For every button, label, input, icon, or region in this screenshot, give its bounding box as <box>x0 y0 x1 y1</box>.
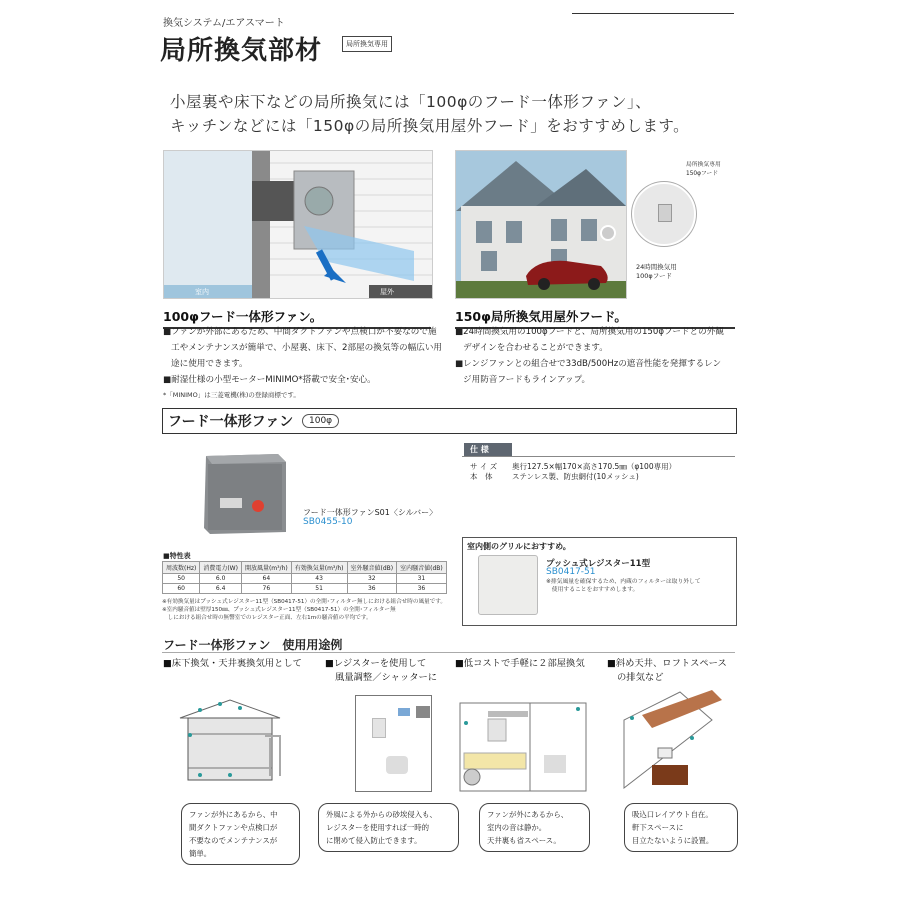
characteristics-table-wrap <box>162 561 447 594</box>
left-bullet-2: ■耐湿仕様の小型モーターMINIMO*搭載で安全･安心。 <box>163 375 376 385</box>
table-header-row <box>163 562 447 574</box>
house-photo <box>455 150 627 299</box>
left-bullet-1-line-3: 途に使用できます。 <box>171 359 248 369</box>
table-header-cell: 室外騒音値(dB) <box>347 562 397 574</box>
grille-code: SB0417-51 <box>546 567 596 577</box>
callout-3-line-1: ファンが外にあるから、 <box>487 810 569 819</box>
table-row <box>163 584 447 594</box>
lead-line-1: 小屋裏や床下などの局所換気には「100φのフード一体形ファン」、 <box>170 93 652 111</box>
left-feature-heading: 100φフード一体形ファン。 <box>163 307 431 329</box>
left-bullet-1-line-2: 工やメンテナンスが簡単で、小屋裏、床下、2部屋の換気等の幅広い用 <box>171 343 443 353</box>
hood-detail-circle <box>632 182 696 246</box>
char-note-1: ※有効換気量はプッシュ式レジスター11型（SB0417-51）の全開･フィルター無しにおける組合せ時の風量です。 <box>162 599 446 605</box>
spec-body-label: 本 体 <box>470 472 493 481</box>
usage-callout-3 <box>479 803 590 852</box>
callout-4-line-2: 軒下スペースに <box>632 823 684 832</box>
callout-3-line-3: 天井裏も省スペース。 <box>487 836 561 845</box>
table-cell: 36 <box>347 584 397 594</box>
register-room-diagram <box>355 695 432 792</box>
callout-1-line-1: ファンが外にあるから、中 <box>189 810 278 819</box>
table-cell: 31 <box>397 574 447 584</box>
spec-tag: 仕 様 <box>464 443 512 456</box>
table-cell: 32 <box>347 574 397 584</box>
usage-col2-heading-1: ■レジスターを使用して <box>325 658 427 669</box>
callout-1-line-3: 不要なのでメンテナンスが <box>189 836 278 845</box>
table-cell: 51 <box>291 584 347 594</box>
two-room-diagram <box>458 695 588 795</box>
callout-4-line-1: 吸込口レイアウト自在。 <box>632 810 713 819</box>
callout-1-line-4: 簡単。 <box>189 849 212 858</box>
section-title: フード一体形ファン <box>168 414 294 430</box>
characteristics-title: ■特性表 <box>163 552 191 560</box>
table-cell: 6.0 <box>200 574 242 584</box>
usage-callout-1 <box>181 803 300 865</box>
outdoor-label: 屋外 <box>380 288 394 296</box>
char-note-2: ※室内騒音値は壁厚150㎜、プッシュ式レジスター11型（SB0417-51）の全開･フィルター無 <box>162 607 396 613</box>
table-cell: 36 <box>397 584 447 594</box>
grille-note-1: ※排気風量を確保するため、内蔵のフィルターは取り外して <box>546 579 701 585</box>
usage-callout-2 <box>318 803 459 852</box>
right-bullet-2-line-2: ジ用防音フードもラインアップ。 <box>463 375 591 385</box>
table-cell: 60 <box>163 584 200 594</box>
detail-label-top-1: 局所換気専用 <box>686 162 721 168</box>
usage-callout-4 <box>624 803 738 852</box>
table-cell: 6.4 <box>200 584 242 594</box>
table-header-cell: 有効換気量(m³/h) <box>291 562 347 574</box>
table-row <box>163 574 447 584</box>
page-title: 局所換気部材 <box>160 36 323 66</box>
char-note-3: しにおける組合せ時の無響室でのレジスター正面、左右1mの騒音値の平均です。 <box>162 615 372 621</box>
characteristics-notes <box>162 598 452 622</box>
right-bullet-2-line-1: ■レンジファンとの組合せで33dB/500Hzの遮音性能を発揮するレン <box>455 359 722 369</box>
characteristics-table <box>162 561 447 594</box>
grille-name: プッシュ式レジスター11型 <box>546 559 651 569</box>
diameter-pill: 100φ <box>302 414 339 428</box>
hood-fan-photo <box>163 150 433 299</box>
detail-label-bottom-2: 100φフード <box>636 272 672 280</box>
right-feature-heading: 150φ局所換気用屋外フード。 <box>455 307 735 329</box>
usage-col1-heading: ■床下換気・天井裏換気用として <box>163 658 302 669</box>
table-cell: 64 <box>241 574 291 584</box>
table-cell: 76 <box>241 584 291 594</box>
usage-title: フード一体形ファン 使用用途例 <box>163 638 343 652</box>
underfloor-diagram <box>170 690 305 795</box>
spec-size-value: 奥行127.5×幅170×高さ170.5㎜（φ100専用） <box>512 462 677 471</box>
table-header-cell: 室内騒音値(dB) <box>397 562 447 574</box>
usage-badge: 局所換気専用 <box>342 36 392 52</box>
usage-col4-heading <box>607 657 727 685</box>
table-header-cell: 周波数(Hz) <box>163 562 200 574</box>
callout-2-line-1: 外風による外からの砂埃侵入も、 <box>326 810 437 819</box>
spec-body-value: ステンレス製、防虫網付(10メッシュ) <box>512 472 639 481</box>
callout-2-line-3: に閉めて侵入防止できます。 <box>326 836 422 845</box>
usage-col2-heading-2: 風量調整／シャッターに <box>335 672 438 683</box>
callout-4-line-3: 目立たないように設置。 <box>632 836 714 845</box>
detail-label-bottom <box>636 263 677 281</box>
grille-note <box>546 578 701 594</box>
lead-line-2: キッチンなどには「150φの局所換気用屋外フード」をおすすめします。 <box>170 117 690 135</box>
callout-2-line-2: レジスターを使用すれば一時的 <box>326 823 430 832</box>
detail-label-top <box>686 161 721 179</box>
table-cell: 50 <box>163 574 200 584</box>
spec-rule <box>462 456 735 457</box>
detail-label-top-2: 150φフード <box>686 171 719 177</box>
detail-label-bottom-1: 24時間換気用 <box>636 263 677 271</box>
category-label: 換気システム/エアスマート <box>163 18 285 29</box>
trademark-note: *「MINIMO」は三菱電機(株)の登録商標です。 <box>163 391 300 399</box>
header-rule <box>572 13 734 14</box>
usage-col4-heading-2: の排気など <box>617 672 664 683</box>
product-code: SB0455-10 <box>303 517 353 527</box>
left-feature-bullets <box>163 324 453 388</box>
table-cell: 43 <box>291 574 347 584</box>
product-name: フード一体形ファンS01〈シルバー〉 <box>303 508 438 517</box>
table-header-cell: 開放風量(m³/h) <box>241 562 291 574</box>
table-header-cell: 消費電力(W) <box>200 562 242 574</box>
right-bullet-1-line-1: ■24時間換気用の100φフードと、局所換気用の150φフードとの外観 <box>455 327 724 337</box>
usage-col3-heading: ■低コストで手軽に２部屋換気 <box>455 658 585 669</box>
right-feature-bullets <box>455 324 740 388</box>
hood-fan-product-image <box>200 448 290 538</box>
callout-1-line-2: 間ダクトファンや点検口が <box>189 823 278 832</box>
callout-3-line-2: 室内の音は静か。 <box>487 823 547 832</box>
left-bullet-1-line-1: ■ファンが外部にあるため、中間ダクトファンや点検口が不要なので施 <box>163 327 437 337</box>
spec-size-label: サ イ ズ <box>470 462 498 471</box>
grille-note-2: 使用することをおすすめします。 <box>546 587 639 593</box>
register-image <box>478 555 538 615</box>
usage-col2-heading <box>325 657 437 685</box>
right-bullet-1-line-2: デザインを合わせることができます。 <box>463 343 608 353</box>
usage-rule <box>162 652 735 653</box>
grille-heading: 室内側のグリルにおすすめ。 <box>467 542 571 551</box>
usage-col4-heading-1: ■斜め天井、ロフトスペース <box>607 658 727 669</box>
indoor-label: 室内 <box>195 288 209 296</box>
sloped-ceiling-diagram <box>612 690 732 795</box>
